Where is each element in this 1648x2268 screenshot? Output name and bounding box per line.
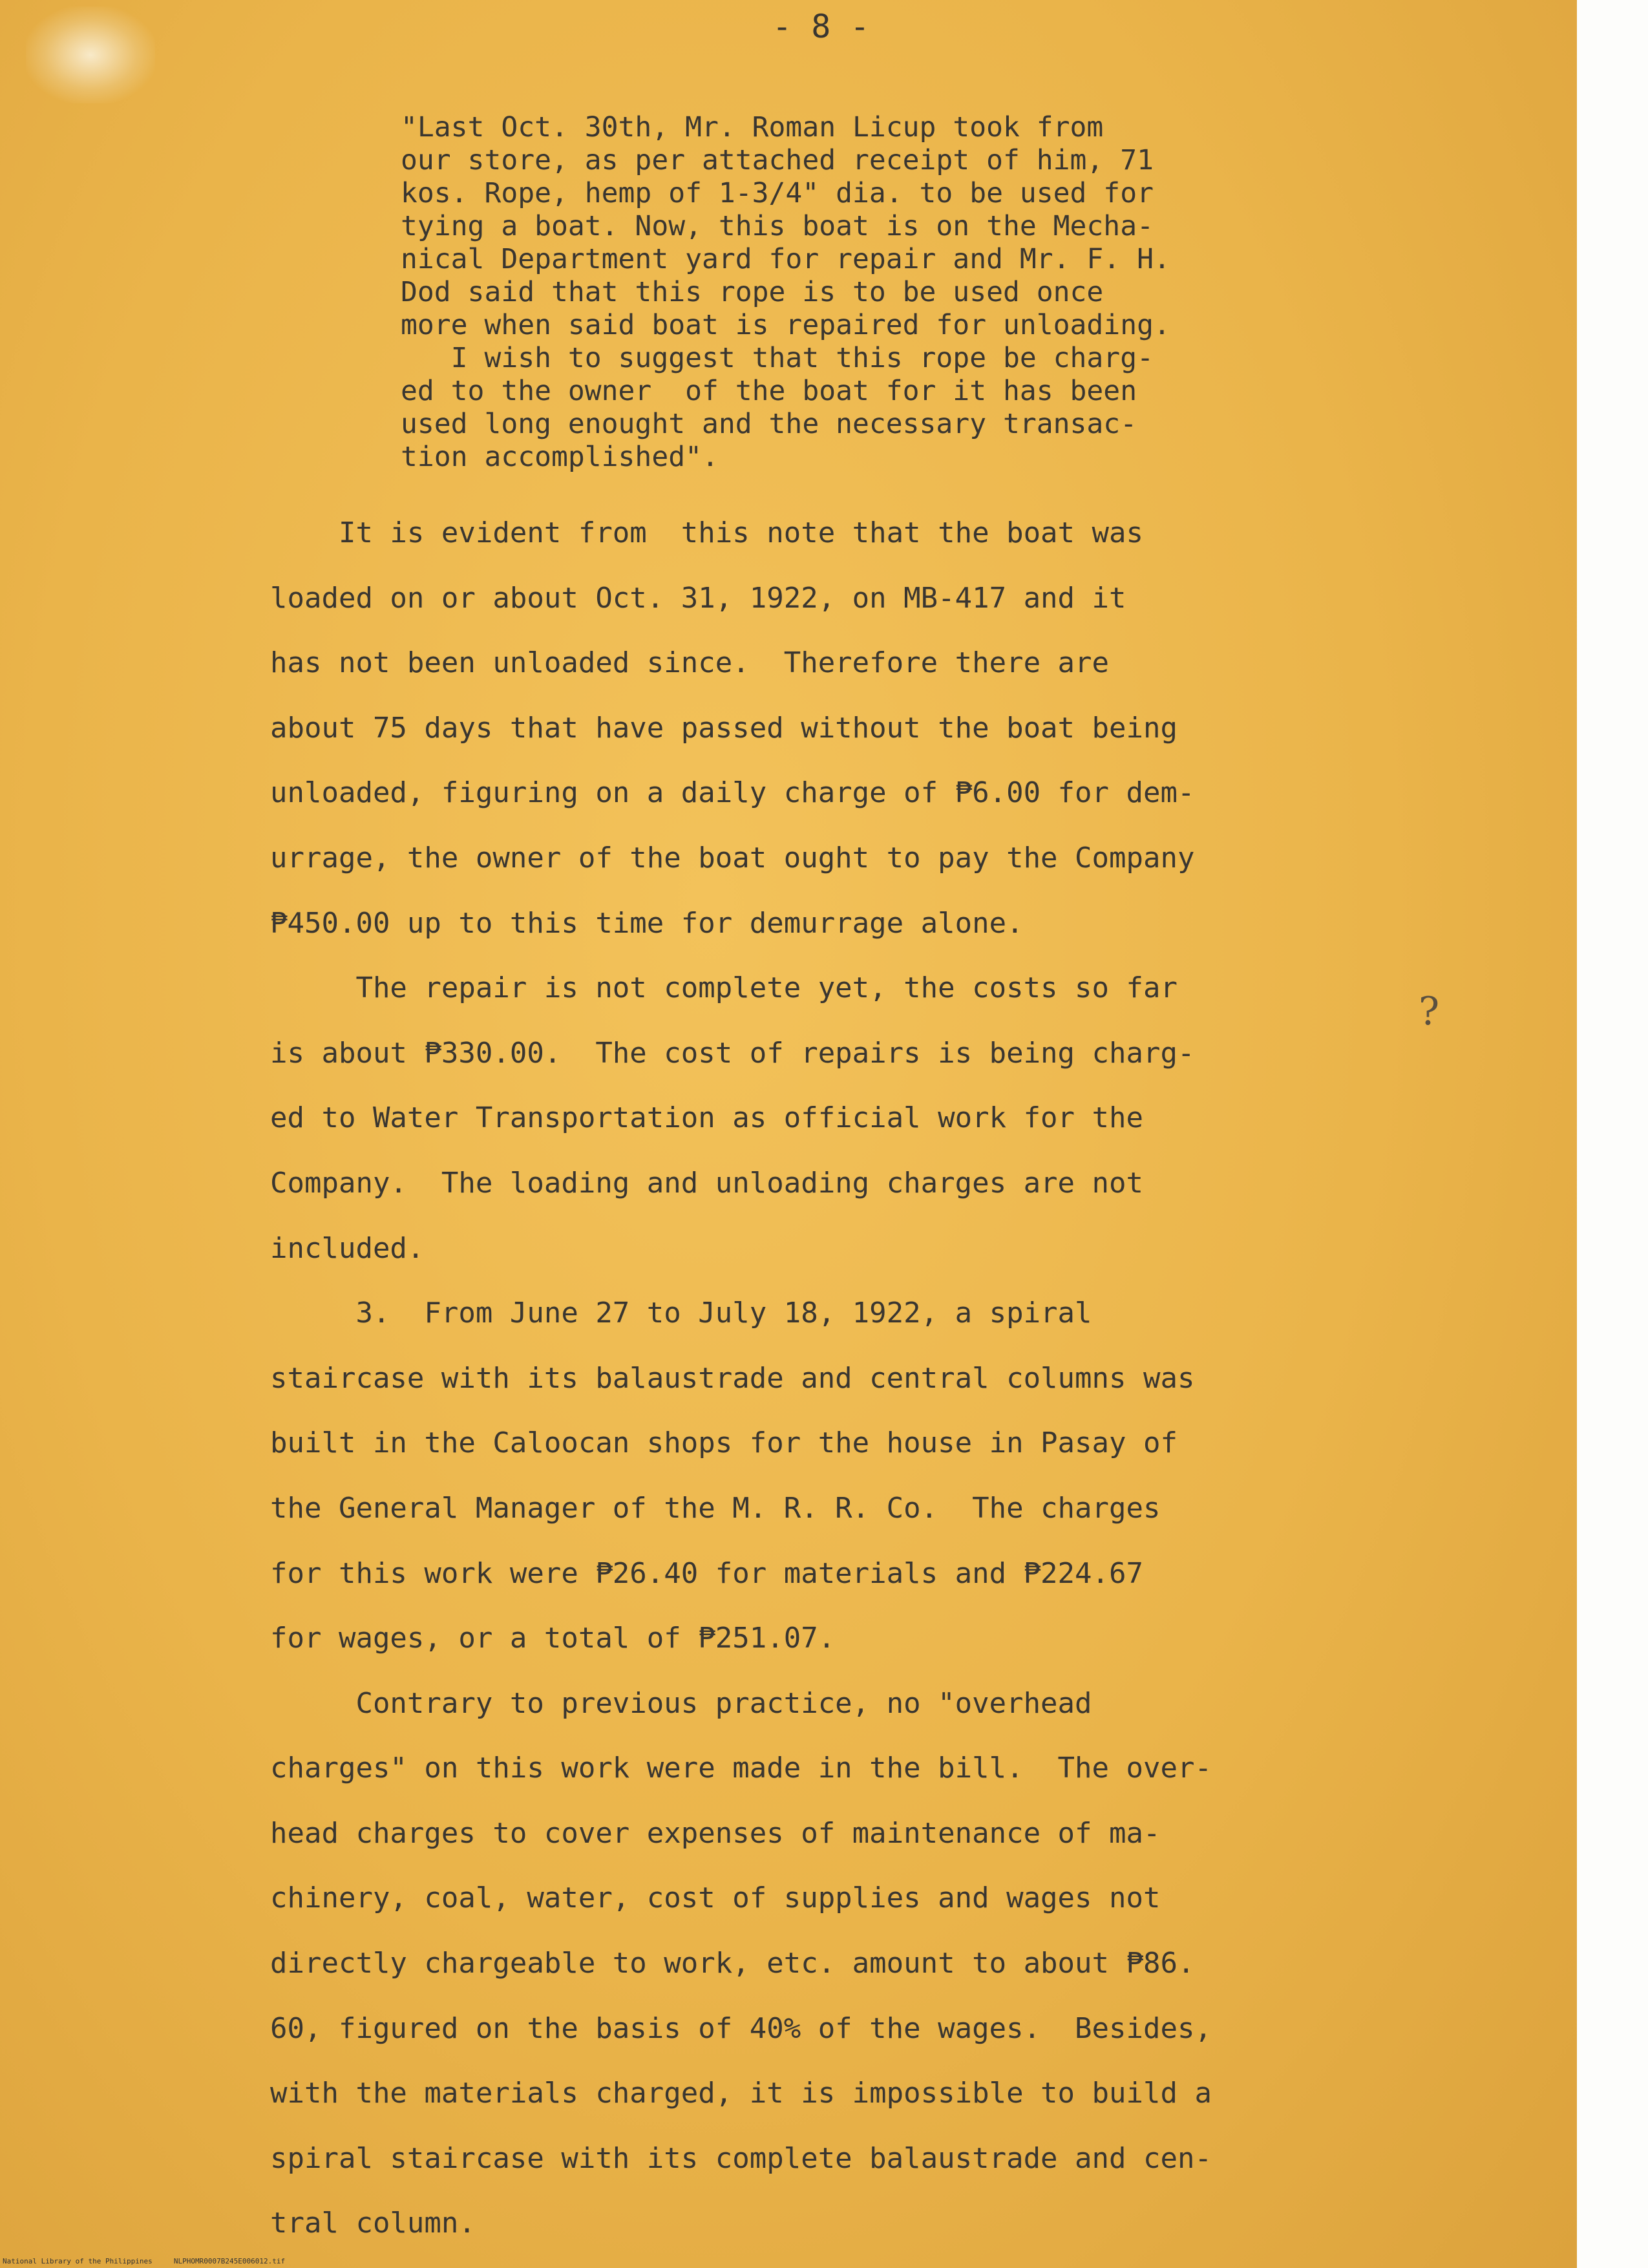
body-line: charges" on this work were made in the bill. The over- <box>270 1752 1212 1785</box>
body-line: 3. From June 27 to July 18, 1922, a spiral <box>270 1297 1092 1330</box>
quote-line: used long enought and the necessary transac- <box>401 408 1137 440</box>
quote-line: tion accomplished". <box>401 441 719 473</box>
body-line: It is evident from this note that the boat was <box>270 516 1144 549</box>
body-line: loaded on or about Oct. 31, 1922, on MB-417 and it <box>270 581 1126 615</box>
body-line: staircase with its balaustrade and central columns was <box>270 1361 1195 1395</box>
body-line: ₱450.00 up to this time for demurrage alone. <box>270 906 1024 940</box>
body-line: about 75 days that have passed without the boat being <box>270 711 1178 745</box>
quote-line: Dod said that this rope is to be used once <box>401 276 1104 308</box>
body-line: Contrary to previous practice, no "overhead <box>270 1686 1092 1720</box>
quote-line: kos. Rope, hemp of 1-3/4" dia. to be used for <box>401 177 1154 209</box>
quote-line: more when said boat is repaired for unloading. <box>401 309 1170 341</box>
body-line: included. <box>270 1231 425 1265</box>
body-line: The repair is not complete yet, the costs so far <box>270 971 1178 1005</box>
paper-stain <box>26 6 155 103</box>
body-line: has not been unloaded since. Therefore there are <box>270 646 1110 680</box>
body-line: for wages, or a total of ₱251.07. <box>270 1622 836 1655</box>
quote-line: tying a boat. Now, this boat is on the Mecha- <box>401 210 1154 242</box>
quote-line: nical Department yard for repair and Mr. F. H. <box>401 243 1170 275</box>
handwritten-question-mark: ? <box>1419 989 1440 1034</box>
body-line: spiral staircase with its complete balaustrade and cen- <box>270 2141 1212 2175</box>
body-line: directly chargeable to work, etc. amount to about ₱86. <box>270 1947 1195 1980</box>
body-line: is about ₱330.00. The cost of repairs is being charg- <box>270 1036 1195 1070</box>
page-number: - 8 - <box>772 8 870 45</box>
body-line: Company. The loading and unloading charges are not <box>270 1166 1144 1200</box>
quote-line: I wish to suggest that this rope be charg- <box>401 342 1154 374</box>
body-line: with the materials charged, it is impossible to build a <box>270 2077 1212 2110</box>
quote-line: ed to the owner of the boat for it has been <box>401 375 1137 407</box>
body-line: unloaded, figuring on a daily charge of ₱6.00 for dem- <box>270 776 1195 810</box>
body-line: 60, figured on the basis of 40% of the wages. Besides, <box>270 2011 1212 2045</box>
scan-footer: National Library of the Philippines NLPHOMR0007B245E006012.tif <box>3 2257 286 2265</box>
body-line: the General Manager of the M. R. R. Co. The charges <box>270 1491 1161 1525</box>
body-text <box>270 501 1212 2256</box>
body-line: urrage, the owner of the boat ought to pay the Company <box>270 841 1195 874</box>
body-line: built in the Caloocan shops for the house in Pasay of <box>270 1426 1178 1460</box>
scan-margin <box>1577 0 1648 2268</box>
body-line: head charges to cover expenses of maintenance of ma- <box>270 1816 1161 1850</box>
quote-line: our store, as per attached receipt of him, 71 <box>401 144 1154 176</box>
quoted-note <box>401 111 1170 474</box>
body-line: for this work were ₱26.40 for materials and ₱224.67 <box>270 1556 1144 1590</box>
body-line: tral column. <box>270 2207 476 2240</box>
body-line: chinery, coal, water, cost of supplies and wages not <box>270 1881 1161 1915</box>
body-line: ed to Water Transportation as official work for the <box>270 1101 1144 1135</box>
quote-line: "Last Oct. 30th, Mr. Roman Licup took from <box>401 111 1104 143</box>
